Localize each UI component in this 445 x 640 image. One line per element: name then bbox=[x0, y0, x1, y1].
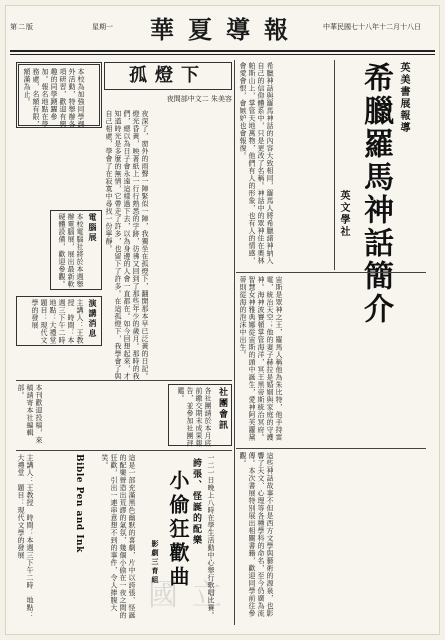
main-body-middle: 宙斯是眾神之王，羅馬人稱他為朱比特，他手持雷電，統治天空；他的妻子赫拉是婚姻與家庭的守護神。海神波賽頓掌管海洋，冥王黑帝斯統治冥府。智慧女神雅典娜從宙斯的頭中誕生，愛神阿芙蘿黛蒂則從海的泡沫中出生。 bbox=[239, 276, 283, 441]
club-news-box bbox=[168, 384, 232, 446]
lecture-box bbox=[16, 296, 102, 352]
english-column: Bible Pen and Ink bbox=[74, 454, 84, 553]
masthead-rule-thin bbox=[10, 54, 435, 55]
main-body-top: 希臘神話與羅馬神話的內容大致相同，羅馬人將希臘諸神納入自己的信仰體系中，只是更改了名稱。神話中的眾神住在奧林帕斯山上，掌管天地萬物，他們有人的形象，也有人的情感，會愛會恨，會嫉妒也會報復。 bbox=[239, 62, 274, 265]
main-byline: 英文學社 bbox=[338, 190, 349, 238]
main-title: 希臘羅馬神話簡介 bbox=[358, 62, 393, 326]
weekday: 星期一 bbox=[92, 23, 113, 31]
lamp-body: 夜深了，窗外的雨聲一陣緊似一陣，我獨坐在孤燈下，翻開那本早已泛黃的日記。燈光昏黃，映著紙上一行行熟悉的字跡，彷彿又回到了那些年少的歲月。那時的我們，總以為日子會永遠這樣過下去，以為身邊的人會一直都在。如今回想起來，才知道時光是多麼的無情，它帶走了許多，也留下了許多。在這孤燈下，我學會了與自己相處，學會了在寂寞中尋找一份寧靜。 bbox=[105, 110, 149, 380]
computer-show-box bbox=[50, 210, 102, 290]
library-stamp: 國立 bbox=[148, 578, 236, 613]
thief-title: 小偷狂歡曲 bbox=[166, 470, 190, 590]
computer-show-body: 本校電腦社將於本週舉辦電腦展，展出最新軟硬體設備，歡迎參觀。 bbox=[58, 213, 84, 288]
thief-body: 這是一部充滿黑色幽默的喜劇，片中以誇張、怪誕的配樂營造出荒謬的氣氛，幾個小偷在一夜之間的狂歡，引出一連串意想不到的事件，令人捧腹大笑。 bbox=[101, 454, 136, 619]
club-news-body: 各社團請於本月底前繳交期末成果報告，並參加社團評鑑。 bbox=[177, 387, 212, 447]
lamp-title: 孤燈下 bbox=[129, 65, 207, 86]
club-news-title: 社團會訊 bbox=[217, 387, 227, 431]
lecture-title: 演講消息 bbox=[88, 299, 98, 339]
main-body-bottom: 這些神話故事不但是西方文學與藝術的源泉，也影響了天文、心理等各種學科的命名，至今仍廣為流傳。本次書展特別展出相關書籍，歡迎同學前往參觀。 bbox=[239, 452, 274, 617]
computer-show-title: 電腦展 bbox=[88, 213, 98, 243]
left-top-box: 本校為加強同學課外活動，特舉辦各項研習，歡迎有興趣的同學踴躍參加。報名地點在學務處，名額有限，額滿為止。 bbox=[16, 62, 102, 128]
left-bottom-text: 主講人：王教授 時間：本週三下午二時 地點：大禮堂 題目：現代文學的發展 bbox=[17, 454, 34, 619]
masthead bbox=[10, 10, 423, 48]
masthead-rule bbox=[10, 50, 435, 52]
paper-title: 華夏導報 bbox=[150, 15, 302, 44]
page-number: 第二版 bbox=[10, 23, 34, 31]
middle-misc-text: 本刊歡迎投稿，來稿請寄本社編輯部。 bbox=[17, 384, 43, 444]
main-kicker: 英美書展報導 bbox=[398, 62, 409, 134]
issue-date: 中華民國七十八年十二月十八日 bbox=[323, 23, 421, 31]
lamp-title-box bbox=[104, 62, 232, 90]
lamp-byline: 夜間部中文二 朱美容 bbox=[166, 95, 232, 103]
thief-byline: 影劇三育組 bbox=[151, 540, 160, 585]
lecture-body: 主講人：王教授 時間：本週三下午二時 地點：大禮堂 題目：現代文學的發展 bbox=[31, 299, 84, 352]
notice-strip: 一二一日晚上八時在學生活動中心舉行歌唱比賽。 bbox=[207, 454, 215, 619]
thief-subtitle: 誇張、怪誕的配樂 bbox=[191, 458, 201, 546]
